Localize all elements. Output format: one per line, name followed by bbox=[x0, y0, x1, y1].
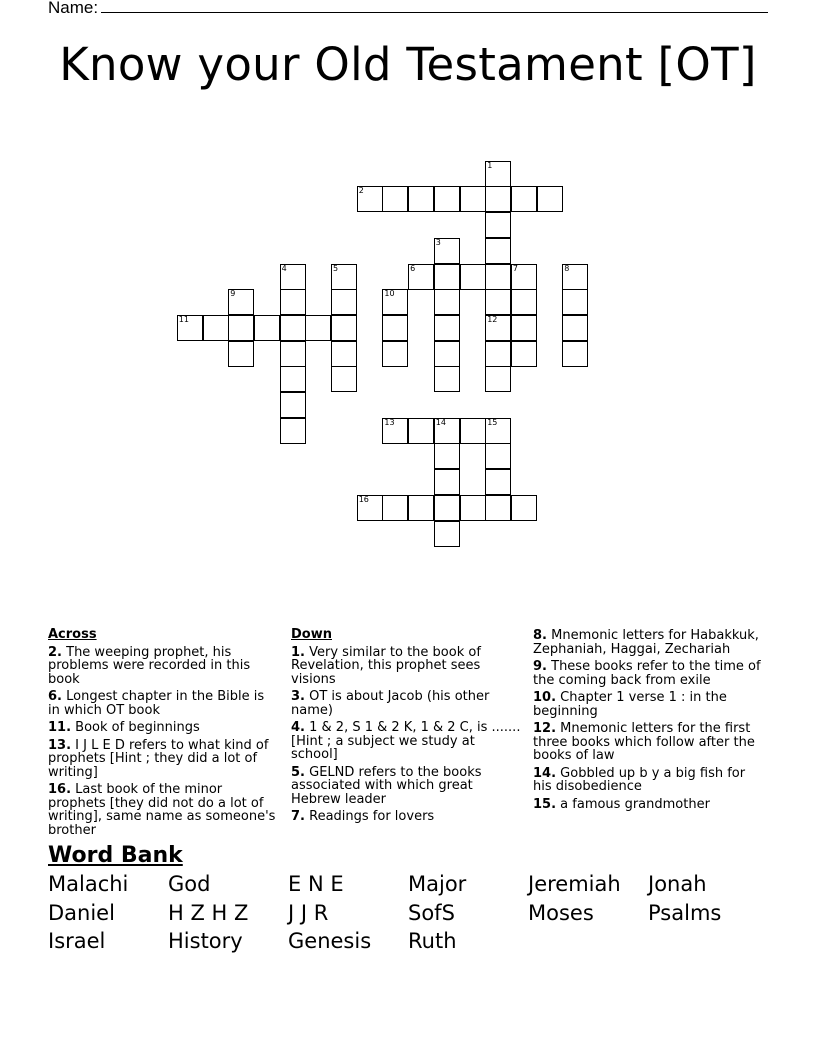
crossword-cell[interactable] bbox=[408, 495, 434, 521]
clue-number: 13. bbox=[48, 737, 72, 753]
crossword-cell[interactable] bbox=[203, 315, 229, 341]
clue-item bbox=[48, 646, 280, 687]
crossword-cell[interactable] bbox=[382, 186, 408, 212]
clue-number: 6 bbox=[410, 263, 416, 273]
clue-number: 10 bbox=[384, 289, 395, 299]
clue-text: Last book of the minor prophets [they did not do a lot of writing], same name as someone's brother bbox=[48, 782, 276, 838]
crossword-cell[interactable] bbox=[280, 289, 306, 315]
clue-number: 2. bbox=[48, 644, 62, 660]
crossword-cell[interactable] bbox=[511, 289, 537, 315]
crossword-cell[interactable] bbox=[562, 341, 588, 367]
crossword-cell[interactable] bbox=[485, 186, 511, 212]
clue-item bbox=[291, 721, 523, 762]
crossword-cell[interactable] bbox=[460, 418, 486, 444]
crossword-cell[interactable] bbox=[408, 264, 434, 290]
clue-item bbox=[533, 767, 765, 794]
word-bank-word: SofS bbox=[408, 900, 455, 925]
crossword-cell[interactable] bbox=[434, 289, 460, 315]
clue-text: OT is about Jacob (his other name) bbox=[291, 689, 490, 718]
word-bank-word: Jeremiah bbox=[528, 872, 621, 896]
clue-number: 8. bbox=[533, 628, 547, 643]
clue-number: 15 bbox=[487, 417, 498, 427]
crossword-cell[interactable] bbox=[485, 315, 511, 341]
crossword-cell[interactable] bbox=[228, 315, 254, 341]
crossword-cell[interactable] bbox=[382, 315, 408, 341]
clue-number: 3. bbox=[291, 689, 305, 704]
crossword-cell[interactable] bbox=[280, 366, 306, 392]
clue-item bbox=[291, 766, 523, 807]
crossword-cell[interactable] bbox=[280, 264, 306, 290]
word-bank-word: God bbox=[168, 872, 211, 896]
clue-number: 1 bbox=[487, 160, 493, 170]
clue-item bbox=[291, 646, 523, 687]
clue-item bbox=[533, 629, 765, 656]
crossword-cell[interactable] bbox=[434, 341, 460, 367]
crossword-cell[interactable] bbox=[434, 186, 460, 212]
clue-item bbox=[48, 690, 280, 717]
crossword-cell[interactable] bbox=[382, 341, 408, 367]
crossword-cell[interactable] bbox=[280, 392, 306, 418]
across-clues bbox=[48, 628, 280, 841]
crossword-cell[interactable] bbox=[434, 315, 460, 341]
crossword-cell[interactable] bbox=[434, 264, 460, 290]
clue-item bbox=[533, 722, 765, 763]
crossword-cell[interactable] bbox=[485, 341, 511, 367]
clue-text: Mnemonic letters for the first three books which follow after the books of law bbox=[533, 721, 755, 763]
crossword-cell[interactable] bbox=[382, 418, 408, 444]
crossword-cell[interactable] bbox=[485, 212, 511, 238]
clue-number: 14 bbox=[435, 417, 446, 427]
crossword-cell[interactable] bbox=[537, 186, 563, 212]
word-bank-title: Word Bank bbox=[48, 843, 183, 868]
crossword-cell[interactable] bbox=[177, 315, 203, 341]
clue-item bbox=[48, 721, 280, 735]
clue-number: 1. bbox=[291, 644, 305, 660]
word-bank-word: History bbox=[168, 929, 243, 953]
clue-text: GELND refers to the books associated with which great Hebrew leader bbox=[291, 764, 482, 807]
clue-text: I J L E D refers to what kind of prophets [Hint ; they did a lot of writing] bbox=[48, 737, 269, 780]
clue-number: 12. bbox=[533, 721, 557, 736]
clue-text: Mnemonic letters for Habakkuk, Zephaniah, Haggai, Zechariah bbox=[533, 628, 759, 657]
clue-item bbox=[533, 691, 765, 718]
crossword-cell[interactable] bbox=[280, 341, 306, 367]
word-bank-word: Ruth bbox=[408, 929, 457, 953]
crossword-cell[interactable] bbox=[511, 341, 537, 367]
crossword-cell[interactable] bbox=[331, 366, 357, 392]
clue-item bbox=[48, 739, 280, 780]
crossword-cell[interactable] bbox=[485, 366, 511, 392]
crossword-cell[interactable] bbox=[305, 315, 331, 341]
crossword-cell[interactable] bbox=[331, 341, 357, 367]
clue-number: 10. bbox=[533, 690, 557, 705]
clue-text: Readings for lovers bbox=[309, 809, 435, 824]
crossword-cell[interactable] bbox=[434, 366, 460, 392]
clue-number: 13 bbox=[384, 417, 395, 427]
clue-item bbox=[533, 798, 765, 812]
crossword-cell[interactable] bbox=[228, 289, 254, 315]
crossword-cell[interactable] bbox=[511, 495, 537, 521]
crossword-cell[interactable] bbox=[408, 186, 434, 212]
clue-text: These books refer to the time of the coming back from exile bbox=[533, 659, 761, 688]
crossword-cell[interactable] bbox=[460, 264, 486, 290]
crossword-cell[interactable] bbox=[562, 289, 588, 315]
clue-number: 9 bbox=[230, 289, 236, 299]
crossword-cell[interactable] bbox=[485, 418, 511, 444]
crossword-cell[interactable] bbox=[562, 264, 588, 290]
crossword-cell[interactable] bbox=[331, 315, 357, 341]
clue-number: 4. bbox=[291, 720, 305, 735]
clue-text: a famous grandmother bbox=[560, 796, 710, 812]
clue-number: 3 bbox=[435, 237, 441, 247]
word-bank-word: Major bbox=[408, 872, 467, 896]
clue-text: Chapter 1 verse 1 : in the beginning bbox=[533, 690, 727, 719]
crossword-cell[interactable] bbox=[485, 161, 511, 187]
crossword-cell[interactable] bbox=[280, 418, 306, 444]
crossword-cell[interactable] bbox=[434, 495, 460, 521]
down-clue-list bbox=[291, 646, 523, 824]
crossword-cell[interactable] bbox=[460, 186, 486, 212]
clue-number: 12 bbox=[487, 314, 498, 324]
clue-number: 6. bbox=[48, 689, 62, 704]
clue-text: Gobbled up b y a big fish for his disobedience bbox=[533, 765, 746, 794]
down-clue-list-continued bbox=[533, 629, 765, 811]
across-heading: Across bbox=[48, 627, 97, 642]
crossword-cell[interactable] bbox=[434, 238, 460, 264]
clue-number: 16 bbox=[358, 494, 369, 504]
down-clues bbox=[291, 628, 523, 828]
name-label: Name: bbox=[48, 0, 99, 17]
crossword-cell[interactable] bbox=[434, 418, 460, 444]
crossword-cell[interactable] bbox=[357, 495, 383, 521]
clue-number: 11. bbox=[48, 720, 72, 735]
crossword-cell[interactable] bbox=[434, 521, 460, 547]
word-bank-word: Malachi bbox=[48, 872, 129, 896]
crossword-cell[interactable] bbox=[331, 264, 357, 290]
crossword-cell[interactable] bbox=[485, 443, 511, 469]
clue-number: 4 bbox=[281, 263, 287, 273]
word-bank-word: E N E bbox=[288, 872, 344, 896]
down-clues-continued bbox=[533, 629, 765, 815]
clue-number: 11 bbox=[178, 314, 189, 324]
clue-text: The weeping prophet, his problems were recorded in this book bbox=[48, 644, 251, 687]
crossword-cell[interactable] bbox=[511, 264, 537, 290]
across-clue-list bbox=[48, 646, 280, 838]
crossword-cell[interactable] bbox=[485, 495, 511, 521]
crossword-cell[interactable] bbox=[254, 315, 280, 341]
crossword-cell[interactable] bbox=[485, 264, 511, 290]
clue-number: 7. bbox=[291, 809, 305, 824]
word-bank-word: Daniel bbox=[48, 900, 115, 925]
clue-item bbox=[533, 660, 765, 687]
crossword-cell[interactable] bbox=[460, 495, 486, 521]
clue-number: 15. bbox=[533, 796, 557, 812]
clue-item bbox=[48, 783, 280, 837]
crossword-cell[interactable] bbox=[228, 341, 254, 367]
clue-number: 5 bbox=[333, 263, 339, 273]
crossword-cell[interactable] bbox=[382, 289, 408, 315]
crossword-cell[interactable] bbox=[485, 238, 511, 264]
crossword-cell[interactable] bbox=[511, 186, 537, 212]
clue-number: 2 bbox=[358, 186, 364, 196]
word-bank-word: H Z H Z bbox=[168, 900, 249, 925]
crossword-cell[interactable] bbox=[511, 315, 537, 341]
crossword-cell[interactable] bbox=[562, 315, 588, 341]
down-heading: Down bbox=[291, 627, 332, 642]
crossword-cell[interactable] bbox=[382, 495, 408, 521]
clue-number: 8 bbox=[564, 263, 570, 273]
word-bank-word: Israel bbox=[48, 929, 106, 953]
word-bank-word: J J R bbox=[288, 900, 329, 925]
crossword-cell[interactable] bbox=[331, 289, 357, 315]
word-bank-word: Moses bbox=[528, 900, 594, 925]
word-bank-word: Psalms bbox=[648, 900, 722, 925]
clue-number: 5. bbox=[291, 764, 305, 780]
crossword-cell[interactable] bbox=[280, 315, 306, 341]
crossword-cell[interactable] bbox=[485, 289, 511, 315]
clue-number: 7 bbox=[512, 263, 518, 273]
clue-number: 16. bbox=[48, 782, 72, 797]
clue-number: 9. bbox=[533, 659, 547, 674]
page-title: Know your Old Testament [OT] bbox=[59, 38, 757, 91]
clue-number: 14. bbox=[533, 765, 557, 781]
clue-item bbox=[291, 690, 523, 717]
crossword-cell[interactable] bbox=[434, 469, 460, 495]
crossword-cell[interactable] bbox=[357, 186, 383, 212]
crossword-cell[interactable] bbox=[434, 443, 460, 469]
word-bank-word: Jonah bbox=[648, 872, 707, 896]
crossword-cell[interactable] bbox=[485, 469, 511, 495]
clue-text: Very similar to the book of Revelation, this prophet sees visions bbox=[291, 644, 481, 687]
word-bank-word: Genesis bbox=[288, 929, 372, 953]
crossword-cell[interactable] bbox=[408, 418, 434, 444]
clue-text: Longest chapter in the Bible is in which OT book bbox=[48, 689, 265, 718]
clue-item bbox=[291, 810, 523, 824]
clue-text: 1 & 2, S 1 & 2 K, 1 & 2 C, is .......[Hint ; a subject we study at school] bbox=[291, 720, 521, 762]
clue-text: Book of beginnings bbox=[75, 720, 200, 735]
